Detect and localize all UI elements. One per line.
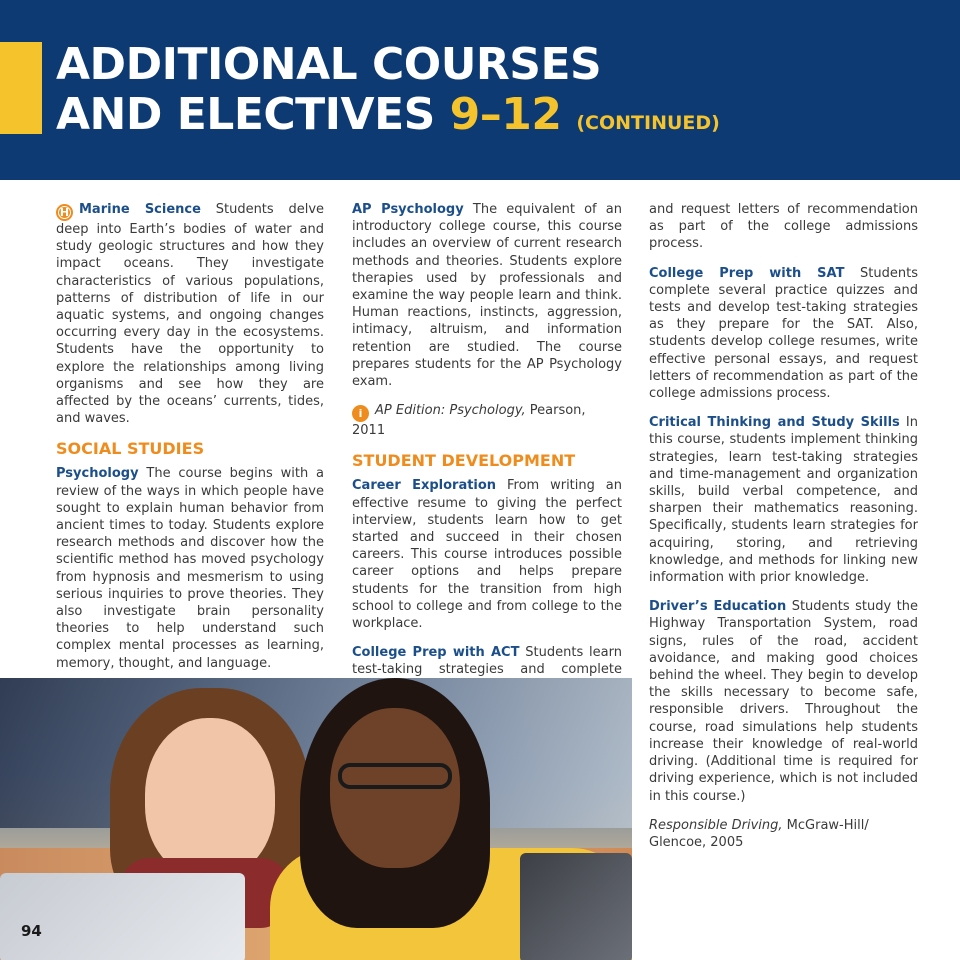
course-title: Critical Thinking and Study Skills xyxy=(649,415,900,431)
page-title xyxy=(56,40,720,148)
textbook-reference xyxy=(649,817,918,851)
page-number: 94 xyxy=(21,922,42,940)
course-ap-psychology xyxy=(352,201,622,390)
course-description: The course begins with a review of the ways in which people have sought to explain human behavior from ancient times to today. Students explore research methods and discover how the scientific method has moved psychology from hypnosis and mesmerism to using serious inquiries to prove theories. They also investigate brain personality theories to help understand such complex mental processes as learning, memory, thought, and language. xyxy=(56,466,324,671)
course-title: Psychology xyxy=(56,466,139,482)
textbook-reference xyxy=(352,402,622,439)
honors-icon: H xyxy=(56,204,73,221)
textbook-title: AP Edition: Psychology, xyxy=(375,403,526,419)
course-college-prep-sat xyxy=(649,265,918,403)
title-line-1: ADDITIONAL COURSES xyxy=(56,39,602,90)
course-title: College Prep with SAT xyxy=(649,265,845,281)
laptop-right xyxy=(520,853,632,960)
textbook-publisher: Pearson, 2011 xyxy=(352,403,586,439)
course-critical-thinking xyxy=(649,414,918,586)
column-2 xyxy=(352,201,622,742)
section-heading-student-development: STUDENT DEVELOPMENT xyxy=(352,451,576,471)
course-description: From writing an effective resume to giving the perfect interview, students learn how to get started and succeed in their chosen careers. This course introduces possible career options and helps prepare students for the transition from high school to college and from college to the workplace. xyxy=(352,478,622,632)
column-3 xyxy=(649,201,918,863)
course-drivers-education xyxy=(649,598,918,804)
column-1 xyxy=(56,201,324,684)
course-title: Marine Science xyxy=(79,202,201,217)
course-description-continued: and request letters of recommendation as part of the college admissions process. xyxy=(649,202,918,252)
students-photo xyxy=(0,678,632,960)
laptop-left xyxy=(0,873,245,960)
course-title: AP Psychology xyxy=(352,202,464,217)
course-description: Students study the Highway Transportation System, road signs, rules of the road, accident avoidance, and making good choices behind the wheel. They begin to develop the skills necessary to become safe, responsible drivers. Throughout the course, road simulations help students increase their knowledge of real-world driving. (Additional time is required for driving experience, which is not included in this course.) xyxy=(649,599,918,804)
course-description: The equivalent of an introductory college course, this course includes an overview of current research methods and theories. Students explore therapies used by professionals and examine the way people learn and think. Human reactions, instincts, aggression, intimacy, altruism, and information retention are studied. The course prepares students for the AP Psychology exam. xyxy=(352,202,622,390)
title-line-2 xyxy=(56,90,720,148)
title-line-2-text: AND ELECTIVES xyxy=(56,89,435,140)
course-description: Students learn test-taking strategies and complete xyxy=(352,645,622,678)
info-icon: i xyxy=(352,405,369,422)
course-description: In this course, students implement thinking strategies, learn test-taking strategies and time-management and organization skills, build verbal competence, and sharpen their mathematics reasoning. Specifically, students learn strategies for acquiring, storing, and retrieving knowledge, and methods for linking new information with prior knowledge. xyxy=(649,415,918,586)
course-marine-science xyxy=(56,201,324,427)
course-title: Driver’s Education xyxy=(649,599,787,615)
course-title: College Prep with ACT xyxy=(352,645,520,661)
course-career-exploration xyxy=(352,477,622,632)
student-1-face xyxy=(145,718,275,878)
textbook-publisher: McGraw-Hill/ Glencoe, 2005 xyxy=(649,817,869,850)
grade-range: 9–12 xyxy=(449,89,562,140)
course-description: Students complete several practice quizzes and tests and develop test-taking strategies as they prepare for the SAT. Also, students develop college resumes, write effective personal essays, and request letters of recommendation as part of the college admissions process. xyxy=(649,265,918,402)
course-psychology xyxy=(56,465,324,671)
continued-label: (CONTINUED) xyxy=(576,112,720,134)
textbook-title: Responsible Driving, xyxy=(649,817,783,833)
page-header xyxy=(0,0,960,180)
student-2-glasses xyxy=(338,763,452,789)
course-description: Students delve deep into Earth’s bodies of water and study geologic structures and how they impact oceans. They investigate characteristics of various populations, patterns of distribution of life in our aquatic systems, and ongoing changes occurring every day in the ecosystems. Students have the opportunity to explore the relationships among living organisms and see how they are affected by the oceans’ currents, tides, and waves. xyxy=(56,202,325,427)
header-accent-bar xyxy=(0,42,42,134)
course-title: Career Exploration xyxy=(352,478,497,494)
section-heading-social-studies: SOCIAL STUDIES xyxy=(56,439,205,459)
